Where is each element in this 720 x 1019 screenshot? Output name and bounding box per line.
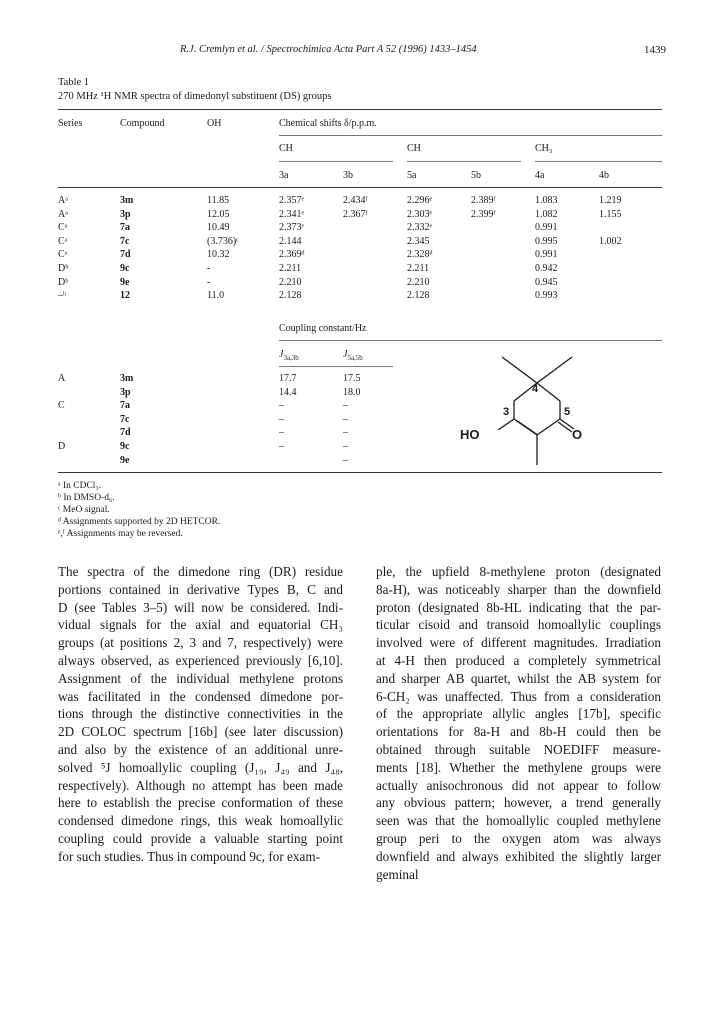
coupling-col-j3: $J_{3a,3b}$	[279, 349, 299, 362]
coupling-col-j5: $J_{5a,5b}$	[343, 349, 363, 362]
cell-oh: 10.49	[207, 222, 230, 234]
text-line: 8a-H), was noticeably sharper than the downfield	[376, 581, 661, 597]
text-line: vidual signals for the axial and equatorial CH₃	[58, 617, 343, 633]
cell-series: –ᵇ	[58, 290, 67, 302]
structure-label-3: 3	[503, 406, 510, 418]
coupling-cell-compound: 7d	[120, 427, 131, 439]
group-ch-1: CH	[279, 143, 293, 154]
running-title: R.J. Cremlyn et al. / Spectrochimica Acta Part A 52 (1996) 1433–1454	[180, 44, 477, 55]
cell-shift-3a: 2.373ᵉ	[279, 222, 305, 234]
coupling-cell-j2: 17.5	[343, 373, 361, 384]
cell-shift-ompound: 3m	[120, 195, 134, 206]
coupling-sub-rule	[279, 366, 393, 367]
group-ch3: CH₃	[535, 143, 553, 154]
text-line: ticular cisoid and transoid homoallylic couplings	[376, 617, 661, 633]
text-line: seen was that the homoallylic coupled methylene	[376, 813, 661, 829]
structure-label-5: 5	[564, 406, 571, 418]
text-line: D (see Tables 3–5) will now be considered. Indi-	[58, 599, 343, 615]
coupling-cell-j2: –	[343, 441, 348, 452]
cell-series: Dᵇ	[58, 263, 69, 274]
cell-shift-4b: 1.155	[599, 208, 622, 220]
page-number: 1439	[644, 44, 666, 56]
group-rule-2	[407, 161, 521, 162]
cell-series: Cᵃ	[58, 249, 68, 261]
text-line: obtained through suitable NOEDIFF measure-	[376, 741, 661, 757]
coupling-cell-j1: 17.7	[279, 373, 297, 384]
header-compound: Compound	[120, 118, 165, 129]
text-line: and sharper AB quartet, whilst the AB system for	[376, 670, 661, 686]
header-chemical-shifts: Chemical shifts δ/p.p.m.	[279, 118, 377, 129]
cell-shift-5a: 2.128	[407, 290, 430, 302]
coupling-cell-series: D	[58, 441, 66, 452]
coupling-rule	[279, 340, 662, 341]
coupling-cell-j2: –	[343, 427, 348, 439]
cell-shift-ompound: 7a	[120, 222, 130, 234]
cell-shift-3a: 2.211	[279, 263, 302, 274]
subcol-3b: 3b	[343, 170, 353, 181]
coupling-cell-j1: –	[279, 427, 284, 439]
coupling-cell-compound: 9c	[120, 441, 130, 452]
text-line: ments [18]. Whether the methylene groups were	[376, 759, 661, 775]
cell-shift-4a: 0.991	[535, 249, 558, 261]
table-top-rule	[58, 109, 662, 110]
subcol-5b: 5b	[471, 170, 481, 181]
coupling-cell-j2: –	[343, 413, 348, 425]
coupling-cell-compound: 9e	[120, 454, 130, 466]
footnote-ef: ᵉ,ᶠ Assignments may be reversed.	[58, 529, 183, 539]
header-series: Series	[58, 118, 83, 129]
text-line: solved ⁵J homoallylic coupling (J₁₉, J₄₉ and J₄₈,	[58, 759, 343, 775]
cell-shift-5a: 2.332ᵉ	[407, 222, 433, 234]
structure-label-o: O	[572, 427, 583, 442]
coupling-cell-compound: 3m	[120, 373, 134, 384]
text-line: 6-CH₂ was unaffected. Thus from a consideration	[376, 688, 661, 704]
cell-shift-ompound: 9c	[120, 263, 130, 274]
text-line: was facilitated in the condensed dimedone por-	[58, 688, 343, 704]
text-line: at 4-H then produced a completely symmetrical	[376, 652, 661, 668]
cell-oh: 12.05	[207, 208, 230, 220]
text-line: respectively). Although no attempt has been made	[58, 777, 343, 793]
cell-series: Cᵃ	[58, 235, 68, 247]
cell-shift-3a: 2.357ᵉ	[279, 195, 305, 206]
cell-oh: 11.0	[207, 290, 225, 302]
cell-shift-5a: 2.296ᵉ	[407, 195, 433, 206]
cell-shift-4b: 1.219	[599, 195, 622, 206]
group-ch-2: CH	[407, 143, 421, 154]
cell-shift-5a: 2.210	[407, 276, 430, 288]
text-line: ple, the upfield 8-methylene proton (designated	[376, 564, 661, 579]
cell-shift-3a: 2.144	[279, 235, 302, 247]
coupling-cell-series: C	[58, 400, 65, 412]
cell-shift-4a: 1.082	[535, 208, 558, 220]
text-line: coupling could provide a valuable starting point	[58, 830, 343, 846]
coupling-cell-j2: –	[343, 400, 348, 412]
cell-shift-5a: 2.345	[407, 235, 430, 247]
cell-oh: -	[207, 263, 211, 274]
text-line: proton (designated 8b-HL indicating that the par-	[376, 599, 661, 615]
subcol-4b: 4b	[599, 170, 609, 181]
footnote-d: ᵈ Assignments supported by 2D HETCOR.	[58, 517, 221, 527]
coupling-cell-compound: 7c	[120, 413, 130, 425]
cell-shift-3a: 2.128	[279, 290, 302, 302]
coupling-cell-j1: –	[279, 441, 284, 452]
body-right-column	[376, 563, 661, 883]
cell-shift-4a: 0.995	[535, 235, 558, 247]
cell-shift-5a: 2.211	[407, 263, 430, 274]
structure-label-4: 4	[532, 383, 539, 395]
cell-shift-3a: 2.210	[279, 276, 302, 288]
cell-series: Dᵇ	[58, 276, 69, 288]
cell-shift-3a: 2.341ᵉ	[279, 208, 305, 220]
coupling-cell-j1: –	[279, 400, 284, 412]
cell-shift-4a: 1.083	[535, 195, 558, 206]
text-line: Assignment of the individual methylene protons	[58, 670, 343, 686]
text-line: of the appropriate allylic angles [17b], specific	[376, 706, 661, 722]
footnote-b: ᵇ In DMSO-d₆.	[58, 493, 115, 503]
cell-oh: 11.85	[207, 195, 230, 206]
cell-shift-ompound: 3p	[120, 208, 131, 220]
coupling-cell-compound: 3p	[120, 386, 131, 398]
text-line: groups (at positions 2, 3 and 7, respectively) were	[58, 635, 343, 651]
text-line: group peri to the oxygen atom was always	[376, 830, 661, 846]
cell-shift-4a: 0.991	[535, 222, 558, 234]
cell-series: Aᵃ	[58, 195, 68, 206]
group-rule-1	[279, 161, 393, 162]
cell-shift-ompound: 12	[120, 290, 130, 302]
text-line: tions through the distinctive connectivities in the	[58, 706, 343, 722]
text-line: for such studies. Thus in compound 9c, for exam-	[58, 848, 320, 864]
text-line: any obvious pattern; however, a trend generally	[376, 795, 661, 811]
coupling-cell-j2: –	[343, 454, 348, 466]
cell-series: Aᵃ	[58, 208, 68, 220]
coupling-cell-j1: 14.4	[279, 386, 297, 398]
coupling-cell-j1: –	[279, 413, 284, 425]
cell-oh: 10.32	[207, 249, 230, 261]
text-line: involved were of different magnitudes. Irradiation	[376, 635, 661, 651]
coupling-cell-j2: 18.0	[343, 386, 361, 398]
cell-shift-4b: 1.002	[599, 235, 622, 247]
cell-shift-5a: 2.303ᵉ	[407, 208, 433, 220]
text-line: orientations for 8a-H and 8b-H could then be	[376, 724, 661, 740]
subcol-3a: 3a	[279, 170, 289, 181]
text-line: condensed dimedone rings, this weak homoallylic	[58, 813, 343, 829]
coupling-heading: Coupling constant/Hz	[279, 323, 367, 334]
text-line: always observed, as experienced previously [6,10].	[58, 652, 343, 668]
cell-shift-3a: 2.369ᵈ	[279, 249, 305, 261]
footnote-a: ᵃ In CDCl₃.	[58, 481, 102, 491]
cell-shift-ompound: 7d	[120, 249, 131, 261]
subcol-5a: 5a	[407, 170, 417, 181]
structure-label-ho: HO	[460, 427, 480, 442]
cell-shift-5b: 2.399ᶠ	[471, 208, 496, 220]
cell-oh: -	[207, 276, 211, 288]
text-line: and also by the existence of an additional unre-	[58, 741, 343, 757]
table-caption: 270 MHz ¹H NMR spectra of dimedonyl substituent (DS) groups	[58, 91, 332, 102]
cell-oh: (3.736)ᶜ	[207, 235, 239, 247]
text-line: here to establish the precise conformation of these	[58, 795, 343, 811]
text-line: actually anisochronous did not appear to follow	[376, 777, 661, 793]
table-label: Table 1	[58, 77, 90, 88]
group-rule-3	[535, 161, 662, 162]
cell-shift-4a: 0.993	[535, 290, 558, 302]
body-left-column	[58, 563, 343, 866]
text-line: The spectra of the dimedone ring (DR) residue	[58, 564, 343, 579]
cell-shift-3b: 2.367ᶠ	[343, 208, 368, 220]
footnote-c: ᶜ MeO signal.	[58, 505, 110, 515]
cell-shift-4a: 0.942	[535, 263, 558, 274]
shifts-rule	[279, 135, 662, 136]
coupling-cell-series: A	[58, 373, 66, 384]
cell-shift-3b: 2.434ᶠ	[343, 195, 368, 206]
header-bottom-rule	[58, 187, 662, 188]
cell-shift-4a: 0.945	[535, 276, 558, 288]
header-oh: OH	[207, 118, 222, 129]
cell-shift-ompound: 9e	[120, 276, 130, 288]
cell-shift-5b: 2.389ᶠ	[471, 195, 496, 206]
text-line: portions contained in derivative Types B, C and	[58, 581, 343, 597]
cell-series: Cᵃ	[58, 222, 68, 234]
coupling-cell-compound: 7a	[120, 400, 130, 412]
dimedone-structure	[460, 357, 652, 467]
cell-shift-5a: 2.328ᵈ	[407, 249, 433, 261]
text-line: geminal	[376, 866, 419, 882]
table-bottom-rule	[58, 472, 662, 473]
subcol-4a: 4a	[535, 170, 545, 181]
cell-shift-ompound: 7c	[120, 235, 130, 247]
text-line: 2D COLOC spectrum [16b] (see later discussion)	[58, 724, 343, 740]
text-line: downfield and always exhibited the slightly larger	[376, 848, 661, 864]
